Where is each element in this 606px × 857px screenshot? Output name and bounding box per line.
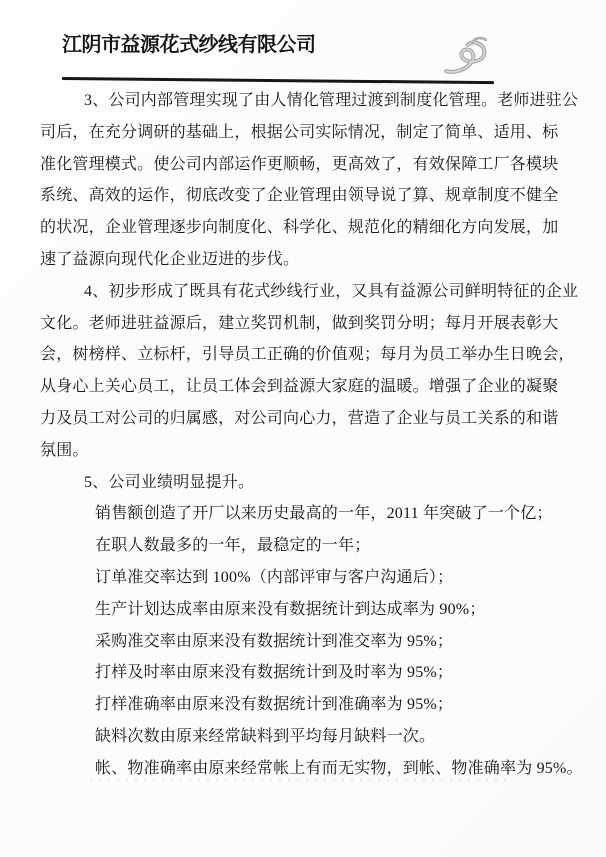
letterhead-divider bbox=[62, 77, 494, 84]
text-line: 3、公司内部管理实现了由人情化管理过渡到制度化管理。老师进驻公 bbox=[84, 92, 579, 109]
text-line: 生产计划达成率由原来没有数据统计到达成率为 90%； bbox=[95, 600, 486, 618]
text-line: 帐、物准确率由原来经常帐上有而无实物，到帐、物准确率为 95%。 bbox=[95, 759, 583, 777]
text-line: 4、初步形成了既具有花式纱线行业，又具有益源公司鲜明特征的企业 bbox=[84, 282, 579, 300]
text-line: 文化。老师进驻益源后，建立奖罚机制，做到奖罚分明；每月开展表彰大 bbox=[40, 314, 559, 332]
text-line: 打样准确率由原来没有数据统计到准确率为 95%； bbox=[95, 696, 454, 714]
text-line: 的状况，企业管理逐步向制度化、科学化、规范化的精细化方向发展，加 bbox=[40, 219, 559, 237]
text-line: 会，树榜样、立标杆，引导员工正确的价值观；每月为员工举办生日晚会， bbox=[40, 346, 575, 364]
text-line: 采购准交率由原来没有数据统计到准交率为 95%； bbox=[95, 632, 454, 650]
text-line: 力及员工对公司的归属感，对公司向心力，营造了企业与员工关系的和谐 bbox=[40, 409, 559, 427]
text-line: 氛围。 bbox=[40, 441, 89, 459]
text-line: 销售额创造了开厂以来历史最高的一年，2011 年突破了一个亿； bbox=[95, 505, 553, 523]
company-name: 江阴市益源花式纱线有限公司 bbox=[62, 34, 316, 56]
text-line: 打样及时率由原来没有数据统计到及时率为 95%； bbox=[95, 664, 454, 682]
text-line: 订单准交率达到 100%（内部评审与客户沟通后）； bbox=[95, 568, 454, 586]
yarn-knot-icon bbox=[438, 28, 504, 78]
text-line: 准化管理模式。使公司内部运作更顺畅，更高效了，有效保障工厂各模块 bbox=[40, 155, 559, 173]
text-line: 5、公司业绩明显提升。 bbox=[84, 473, 255, 491]
text-line: 从身心上关心员工，让员工体会到益源大家庭的温暖。增强了企业的凝聚 bbox=[40, 378, 559, 396]
text-line: 缺料次数由原来经常缺料到平均每月缺料一次。 bbox=[95, 727, 436, 745]
text-line: 速了益源向现代化企业迈进的步伐。 bbox=[40, 250, 300, 268]
text-line: 司后，在充分调研的基础上，根据公司实际情况，制定了简单、适用、标 bbox=[40, 123, 559, 141]
text-line: 系统、高效的运作，彻底改变了企业管理由领导说了算、规章制度不健全 bbox=[40, 187, 559, 205]
document-body bbox=[40, 85, 583, 785]
text-line: 在职人数最多的一年，最稳定的一年； bbox=[95, 537, 371, 555]
